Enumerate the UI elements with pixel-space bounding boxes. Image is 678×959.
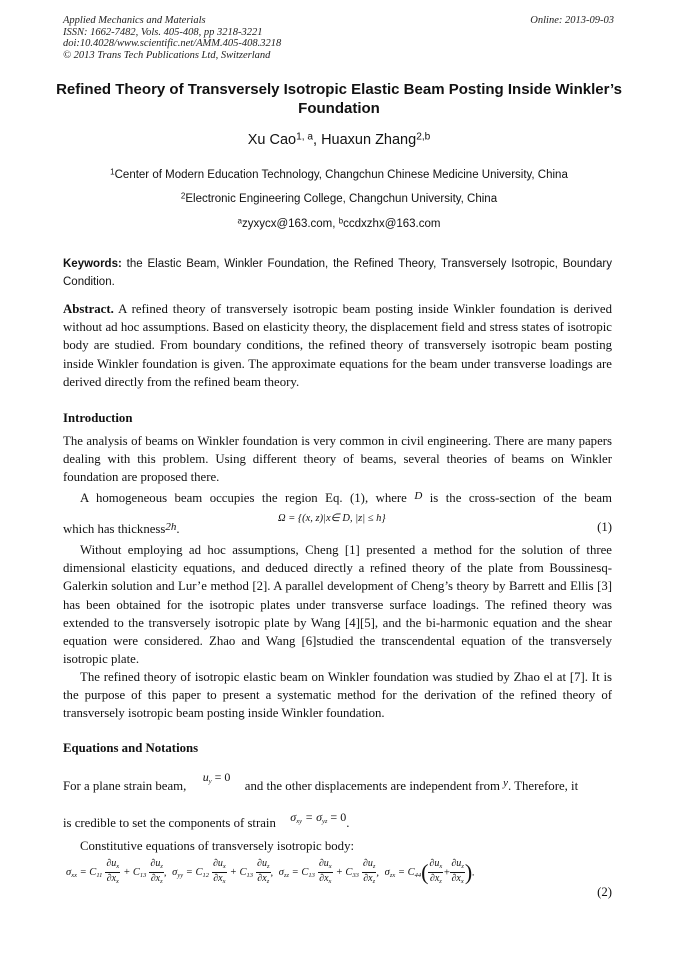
affiliation-1-text: Center of Modern Education Technology, Changchun Chinese Medicine University, China — [114, 169, 568, 181]
copyright-line: © 2013 Trans Tech Publications Ltd, Switzerland — [63, 49, 271, 61]
online-date: Online: 2013-09-03 — [530, 15, 614, 26]
equations-line-2 — [63, 810, 612, 837]
intro-paragraph-2-line-1 — [63, 487, 612, 507]
keywords-text: the Elastic Beam, Winkler Foundation, the Refined Theory, Transversely Isotropic, Boundary Condition. — [63, 258, 612, 288]
abstract-text: A refined theory of transversely isotropic beam posting inside Winkler foundation is derived without ad hoc assumptions. Based on elasticity theory, the displacement field and stress states of isotropic body are studied. From boundary conditions, the refined theory of transversely isotropic beam posting inside Winkler foundation is given. The approximate equations for the beam under transverse loadings are derived directly from the refined beam theory. — [63, 302, 612, 389]
intro-paragraph-4: The refined theory of isotropic elastic beam on Winkler foundation was studied by Zhao el at [7]. It is the purpose of this paper to present a systematic method for the derivation of the refined theory of transversely isotropic beam posting inside Winkler foundation. — [63, 670, 612, 721]
email-line — [0, 217, 678, 231]
u-symbol: u — [202, 770, 209, 784]
strain-equals-zero: = 0 — [327, 810, 347, 824]
equation-2: $\sigma_{xx} = C_{11}$ $\frac{\partial u_x}{\partial x_x}$ + $C_{13}$ $\frac{\partial u_z}{\partial x_z}$ , $\sigma_{yy} = C_{12}$ $\frac{\partial u_x}{\partial x_x}$ + $C_{13}$ $\frac{\partial u_z}{\partial x_z}$ , $\sigma_{zz} = C_{13}$ $\frac{\partial u_x}{\partial x_x}$ + $C_{33}$ $\frac{\partial u_z}{\partial x_z}$ , $\sigma_{zx} = C_{44}$( $\frac{\partial u_x}{\partial x_z}$ + $\frac{\partial u_z}{\partial x_x}$ ). — [66, 858, 475, 885]
author-separator: , — [313, 132, 322, 148]
doi-line: doi:10.4028/www.scientific.net/AMM.405-408.3218 — [63, 38, 282, 49]
author-2-affiliation: 2,b — [416, 131, 431, 143]
paper-title: Refined Theory of Transversely Isotropic Elastic Beam Posting Inside Winkler’s Foundation — [56, 81, 622, 117]
author-2: Huaxun Zhang — [321, 132, 417, 148]
author-1-affiliation: 1, a — [296, 131, 313, 143]
u-equals: = 0 — [211, 770, 231, 784]
affiliation-2-marker: 2 — [180, 191, 186, 201]
y-symbol: y — [503, 777, 509, 789]
eq-text-a: For a plane strain beam, — [63, 779, 187, 793]
intro-p2-text-a: A homogeneous beam occupies the region Eq. (1), where — [80, 491, 407, 505]
introduction-heading: Introduction — [63, 411, 133, 425]
sigma-subscript-xy: xy — [296, 818, 302, 825]
author-line — [0, 131, 678, 149]
journal-header — [63, 15, 463, 61]
keywords — [63, 255, 612, 291]
issn-line: ISSN: 1662-7482, Vols. 405-408, pp 3218-3221 — [63, 26, 263, 38]
eq-text-b: and the other displacements are independent from — [244, 779, 500, 793]
intro-p2-text-c: which has thickness — [63, 522, 166, 536]
equation-2-number: (2) — [597, 885, 612, 899]
affiliation-2-text: Electronic Engineering College, Changchun University, China — [185, 193, 498, 205]
email-a-marker: a — [237, 216, 242, 226]
sigma-subscript-yz: yz — [322, 818, 328, 825]
displacement-uy-zero — [203, 770, 231, 784]
equation-1: Ω = {(x, z)|x∈ D, |z| ≤ h} — [278, 513, 386, 524]
affiliation-1-marker: 1 — [110, 167, 115, 177]
equations-line-3: Constitutive equations of transversely isotropic body: — [80, 839, 355, 853]
strain-zero-equation — [290, 810, 346, 824]
region-symbol-D: D — [414, 490, 423, 502]
equation-1-number: (1) — [597, 520, 612, 534]
equations-heading: Equations and Notations — [63, 741, 199, 755]
eq-text-d: is credible to set the components of strain — [63, 816, 276, 830]
email-b[interactable]: ccdxzhx@163.com — [343, 218, 441, 230]
affiliation-2 — [0, 192, 678, 206]
email-a[interactable]: zyxycx@163.com — [241, 218, 333, 230]
email-separator: , — [332, 218, 339, 230]
abstract-label: Abstract. — [63, 302, 114, 316]
equations-line-1 — [63, 770, 612, 800]
intro-paragraph-3: Without employing ad hoc assumptions, Cheng [1] presented a method for the solution of three dimensional elasticity equations, and deduced directly a refined theory of the plate from Boussinesq-Galerkin solution and Lur’e method [2]. A parallel development of Cheng’s theory by Barrett and Ellis [3] has been obtained for the isotropic plates under transverse surface loadings. The refined theory was extended to the transversely isotropic plate by Wang [4][5], and the bi-harmonic equation and the shear equation were considered. Zhao and Wang [6]studied the transcendental equation of the transversely isotropic plate. — [63, 543, 612, 667]
abstract — [63, 300, 612, 391]
journal-name: Applied Mechanics and Materials — [63, 15, 206, 26]
intro-paragraph-1: The analysis of beams on Winkler foundation is very common in civil engineering. There are many papers dealing with this problem. Using different theory of beams, several theories of beams on Winkler foundation are proposed there. — [63, 434, 612, 485]
sigma-symbol: σ — [290, 810, 297, 824]
affiliation-1 — [0, 168, 678, 182]
email-b-marker: b — [338, 216, 344, 226]
intro-p2-text-b: is the cross-section of the beam — [429, 491, 613, 505]
author-1: Xu Cao — [247, 132, 297, 148]
eq-text-c: . Therefore, it — [508, 779, 579, 793]
intro-p2-period: . — [176, 522, 180, 536]
keywords-label: Keywords: — [63, 258, 122, 270]
thickness-symbol: 2h — [165, 521, 177, 533]
sigma-equals: = σ — [301, 810, 322, 824]
eq-period: . — [346, 816, 350, 830]
u-subscript: y — [208, 778, 212, 785]
